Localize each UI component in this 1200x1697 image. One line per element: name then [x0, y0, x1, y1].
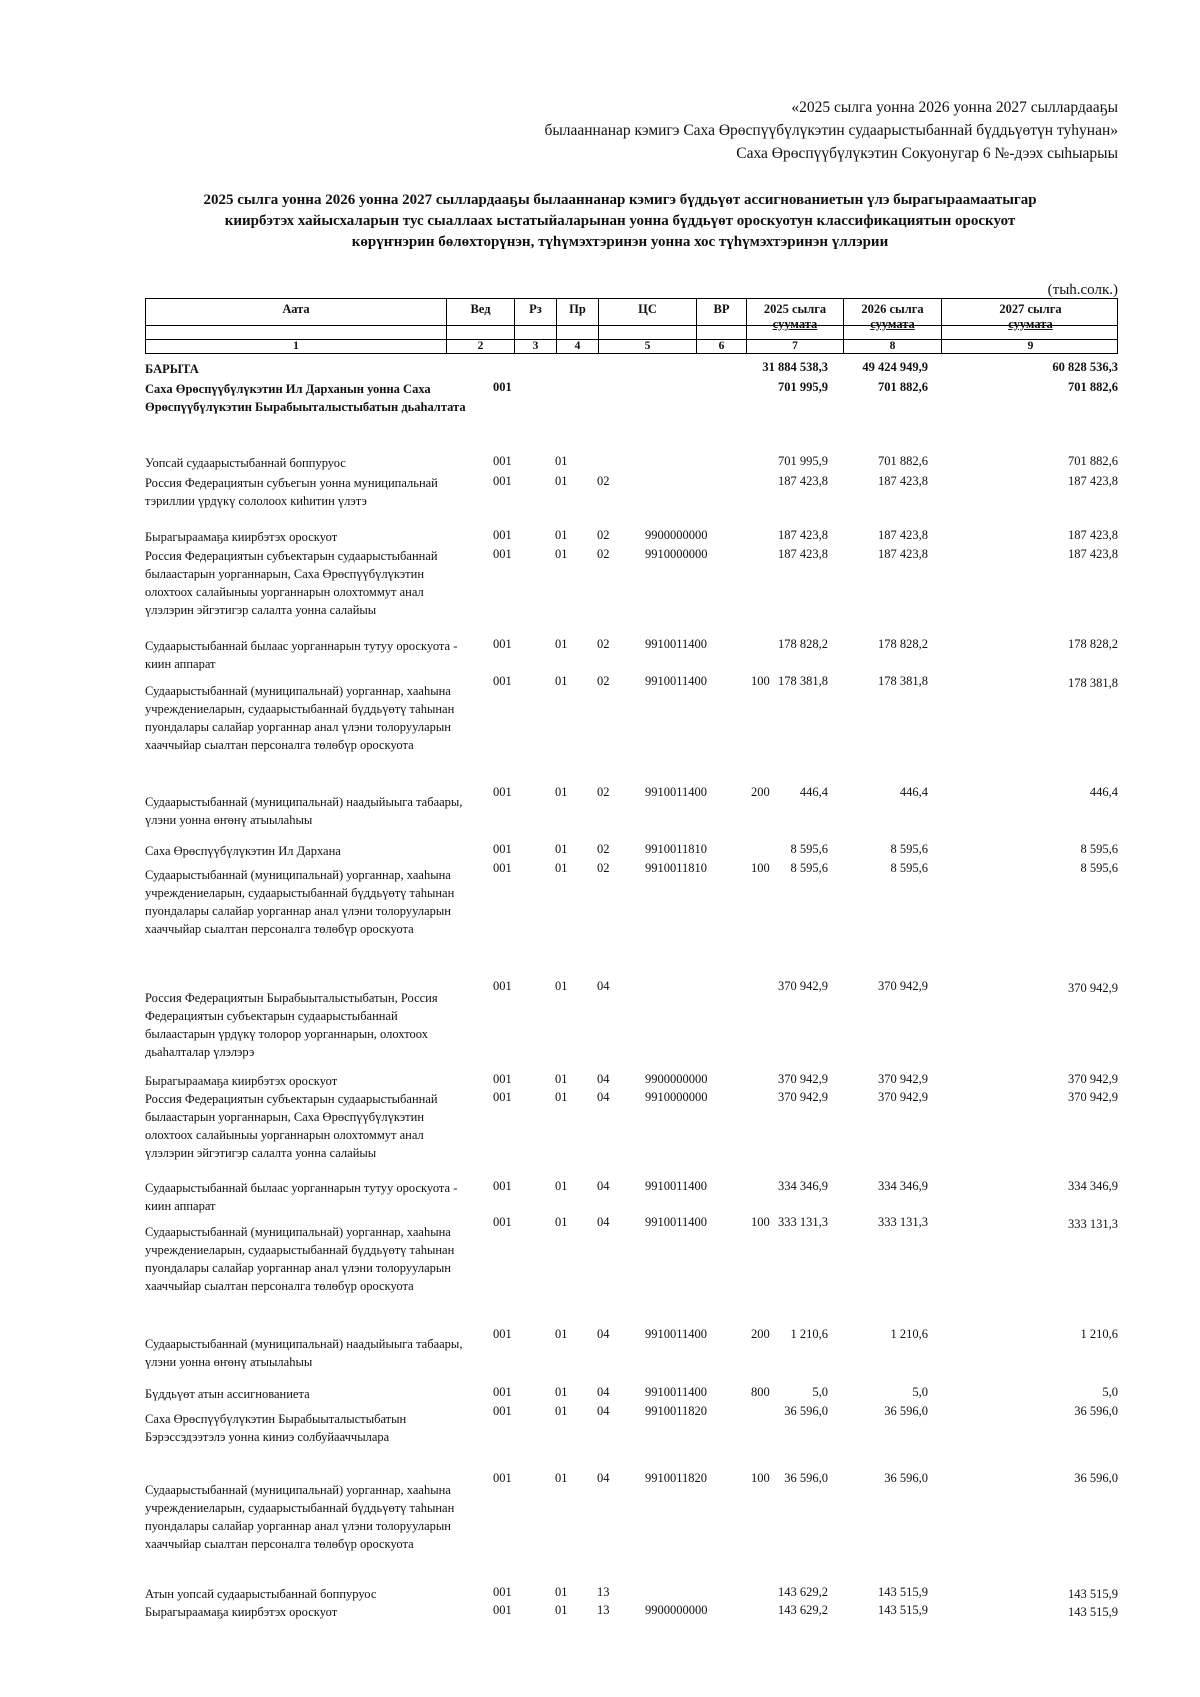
ved-code: 001 — [493, 1215, 512, 1229]
cs-code: 9910011820 — [645, 1471, 708, 1485]
rz-code: 01 — [555, 1179, 568, 1193]
ved-code: 001 — [493, 528, 512, 542]
amount-2027: 370 942,9 — [1068, 1090, 1118, 1104]
table-header — [145, 298, 1118, 339]
amount-2027: 178 381,8 — [1068, 676, 1118, 690]
cs-code: 9910011820 — [645, 1404, 708, 1418]
amount-2025: 36 596,0 — [784, 1471, 828, 1485]
amount-2025: 370 942,9 — [778, 1090, 828, 1104]
amount-2027: 8 595,6 — [1080, 842, 1118, 856]
ved-code: 001 — [493, 979, 512, 993]
amount-2026: 1 210,6 — [890, 1327, 928, 1341]
amount-2027: 60 828 536,3 — [1052, 360, 1118, 374]
amount-2027: 36 596,0 — [1074, 1404, 1118, 1418]
cs-code: 9900000000 — [645, 1603, 708, 1617]
cs-code: 9910011810 — [645, 861, 708, 875]
ved-code: 001 — [493, 1327, 512, 1341]
col-number: 9 — [1027, 340, 1034, 352]
appendix-line: «2025 сылга уонна 2026 уонна 2027 сыллардааҕы — [791, 99, 1118, 116]
col-header-name: Аата — [146, 299, 447, 339]
row-name: Россия Федерациятын субъегын уонна муниципальнай тэриллии үрдүкү сололоох киһитин үлэтэ — [145, 476, 438, 508]
document-title — [140, 190, 1100, 253]
cs-code: 9910011400 — [645, 1385, 708, 1399]
row-name: Судаарыстыбаннай (муниципальнай) уорганнар, хааһына учреждениеларын, судаарыстыбаннай бүддьүөтү таһынан пуондалары салайар уорганнар анал үлэни толорууларын хааччыйар сыалтан персоналга төлөбүр ороскуота — [145, 1225, 455, 1293]
rz-code: 01 — [555, 547, 568, 561]
amount-2025: 1 210,6 — [790, 1327, 828, 1341]
vr-code: 100 — [751, 1471, 770, 1485]
amount-2026: 36 596,0 — [884, 1471, 928, 1485]
vr-code: 200 — [751, 785, 770, 799]
row-name: Россия Федерациятын Бырабыыталыстыбатын, Россия Федерациятын субъектарын судаарыстыбаннай былаастарын үрдүкү толорор уорганнарын, олохтоох дьаһалталар үлэлэрэ — [145, 991, 438, 1059]
rz-code: 01 — [555, 528, 568, 542]
cs-code: 9910000000 — [645, 1090, 708, 1104]
pr-code: 02 — [597, 637, 610, 651]
amount-2025: 187 423,8 — [778, 528, 828, 542]
cs-code: 9910011400 — [645, 674, 708, 688]
cs-code: 9900000000 — [645, 528, 708, 542]
ved-code: 001 — [493, 1404, 512, 1418]
amount-2025: 143 629,2 — [778, 1585, 828, 1599]
amount-2025: 36 596,0 — [784, 1404, 828, 1418]
pr-code: 02 — [597, 547, 610, 561]
budget-table — [145, 298, 1118, 1619]
col-number: 3 — [515, 340, 557, 353]
pr-code: 02 — [597, 474, 610, 488]
cs-code: 9910011400 — [645, 1179, 708, 1193]
col-number: 8 — [844, 340, 942, 353]
vr-code: 100 — [751, 861, 770, 875]
amount-2025: 370 942,9 — [778, 979, 828, 993]
rz-code: 01 — [555, 842, 568, 856]
row-name: Судаарыстыбаннай (муниципальнай) уорганнар, хааһына учреждениеларын, судаарыстыбаннай бүддьүөтү таһынан пуондалары салайар уорганнар анал үлэни толорууларын хааччыйар сыалтан персоналга төлөбүр ороскуота — [145, 868, 455, 936]
amount-2025: 701 995,9 — [778, 380, 828, 394]
row-name: Россия Федерациятын субъектарын судаарыстыбаннай былаастарын уорганнарын, Саха Өрөспүүбүлүкэтин олохтоох салайыныы уорганнарын олохтоммут анал үлэлэрин эйгэтигэр салалта уонна салайыы — [145, 549, 438, 617]
amount-2027: 333 131,3 — [1068, 1217, 1118, 1231]
amount-2026: 701 882,6 — [878, 454, 928, 468]
col-header-pr: Пр — [557, 299, 599, 339]
amount-2025: 333 131,3 — [778, 1215, 828, 1229]
amount-2026: 334 346,9 — [878, 1179, 928, 1193]
amount-2026: 143 515,9 — [878, 1585, 928, 1599]
cs-code: 9910000000 — [645, 547, 708, 561]
amount-2027: 187 423,8 — [1068, 528, 1118, 542]
col-number: 4 — [557, 340, 599, 353]
amount-2027: 143 515,9 — [1068, 1605, 1118, 1619]
cs-code: 9910011400 — [645, 637, 708, 651]
amount-2026: 143 515,9 — [878, 1603, 928, 1617]
amount-2027: 370 942,9 — [1068, 1072, 1118, 1086]
col-header-ved: Вед — [447, 299, 515, 339]
amount-2025: 370 942,9 — [778, 1072, 828, 1086]
rz-code: 01 — [555, 1090, 568, 1104]
col-number: 6 — [697, 340, 747, 353]
ved-code: 001 — [493, 1385, 512, 1399]
pr-code: 02 — [597, 842, 610, 856]
pr-code: 04 — [597, 1471, 610, 1485]
ved-code: 001 — [493, 785, 512, 799]
title-line: көрүҥнэрин бөлөхторүнэн, түһүмэхтэринэн уонна хос түһүмэхтэринэн үллэрии — [351, 234, 889, 250]
amount-2026: 178 828,2 — [878, 637, 928, 651]
amount-2026: 370 942,9 — [878, 1072, 928, 1086]
title-line: киирбэтэх хайысхаларын тус сыаллаах ыстатыйаларынан уонна бүддьүөт ороскуотун классификациятын ороскуот — [224, 213, 1016, 229]
amount-2025: 334 346,9 — [778, 1179, 828, 1193]
rz-code: 01 — [555, 1215, 568, 1229]
vr-code: 100 — [751, 1215, 770, 1229]
title-line: 2025 сылга уонна 2026 уонна 2027 сыллардааҕы былааннанар кэмигэ бүддьүөт ассигнованиетын үлэ бырагыраамаатыгар — [203, 192, 1037, 208]
amount-2026: 178 381,8 — [878, 674, 928, 688]
pr-code: 04 — [597, 979, 610, 993]
ved-code: 001 — [493, 1090, 512, 1104]
cs-code: 9910011400 — [645, 785, 708, 799]
ved-code: 001 — [493, 1471, 512, 1485]
row-name: Судаарыстыбаннай былаас уорганнарын тутуу ороскуота - киин аппарат — [145, 1181, 458, 1213]
amount-2027: 178 828,2 — [1068, 637, 1118, 651]
amount-2027: 143 515,9 — [1068, 1587, 1118, 1601]
amount-2026: 187 423,8 — [878, 528, 928, 542]
rz-code: 01 — [555, 474, 568, 488]
col-header-rz: Рз — [515, 299, 557, 339]
amount-2027: 370 942,9 — [1068, 981, 1118, 995]
pr-code: 04 — [597, 1404, 610, 1418]
cs-code: 9910011400 — [645, 1327, 708, 1341]
pr-code: 04 — [597, 1215, 610, 1229]
ved-code: 001 — [493, 1603, 512, 1617]
amount-2026: 333 131,3 — [878, 1215, 928, 1229]
amount-2026: 370 942,9 — [878, 1090, 928, 1104]
col-number: 5 — [599, 340, 697, 353]
col-header-cs: ЦС — [599, 299, 697, 339]
col-header-vr: ВР — [697, 299, 747, 339]
amount-2026: 370 942,9 — [878, 979, 928, 993]
amount-2027: 187 423,8 — [1068, 547, 1118, 561]
rz-code: 01 — [555, 637, 568, 651]
row-name: Россия Федерациятын субъектарын судаарыстыбаннай былаастарын уорганнарын, Саха Өрөспүүбүлүкэтин олохтоох салайыныы уорганнарын олохтоммут анал үлэлэрин эйгэтигэр салалта уонна салайыы — [145, 1092, 438, 1160]
row-name: Саха Өрөспүүбүлүкэтин Бырабыыталыстыбатын Бэрэссэдээтэлэ уонна киниэ солбуйааччылара — [145, 1412, 407, 1444]
rz-code: 01 — [555, 1585, 568, 1599]
amount-2025: 31 884 538,3 — [762, 360, 828, 374]
amount-2026: 8 595,6 — [890, 842, 928, 856]
row-name: Бүддьүөт атын ассигнованиета — [145, 1387, 310, 1401]
amount-2026: 5,0 — [912, 1385, 928, 1399]
row-name: Атын уопсай судаарыстыбаннай боппуруос — [145, 1587, 377, 1601]
amount-2026: 701 882,6 — [878, 380, 928, 394]
pr-code: 13 — [597, 1585, 610, 1599]
vr-code: 100 — [751, 674, 770, 688]
ved-code: 001 — [493, 1179, 512, 1193]
ved-code: 001 — [493, 1072, 512, 1086]
col-number: 1 — [146, 340, 447, 353]
amount-2025: 187 423,8 — [778, 474, 828, 488]
amount-2025: 178 381,8 — [778, 674, 828, 688]
pr-code: 04 — [597, 1072, 610, 1086]
amount-2025: 187 423,8 — [778, 547, 828, 561]
amount-2025: 5,0 — [812, 1385, 828, 1399]
amount-2027: 701 882,6 — [1068, 380, 1118, 394]
row-name: Саха Өрөспүүбүлүкэтин Ил Дархана — [145, 844, 341, 858]
rz-code: 01 — [555, 861, 568, 875]
pr-code: 04 — [597, 1179, 610, 1193]
amount-2025: 8 595,6 — [790, 842, 828, 856]
col-header-2026: 2026 сылга суумата — [844, 299, 942, 339]
rz-code: 01 — [555, 454, 568, 468]
amount-2027: 5,0 — [1102, 1385, 1118, 1399]
amount-2025: 143 629,2 — [778, 1603, 828, 1617]
rz-code: 01 — [555, 1471, 568, 1485]
row-name: Судаарыстыбаннай (муниципальнай) уорганнар, хааһына учреждениеларын, судаарыстыбаннай бүддьүөтү таһынан пуондалары салайар уорганнар анал үлэни толорууларын хааччыйар сыалтан персоналга төлөбүр ороскуота — [145, 684, 455, 752]
col-number: 7 — [747, 340, 844, 353]
pr-code: 04 — [597, 1090, 610, 1104]
appendix-line: Саха Өрөспүүбүлүкэтин Сокуонугар 6 №-дээх сыһыарыы — [736, 145, 1118, 162]
rz-code: 01 — [555, 1327, 568, 1341]
amount-2026: 8 595,6 — [890, 861, 928, 875]
amount-2025: 8 595,6 — [790, 861, 828, 875]
amount-2027: 701 882,6 — [1068, 454, 1118, 468]
row-name: Бырагыраамаҕа киирбэтэх ороскуот — [145, 1074, 338, 1088]
amount-2025: 446,4 — [799, 785, 828, 799]
pr-code: 04 — [597, 1385, 610, 1399]
pr-code: 02 — [597, 528, 610, 542]
cs-code: 9910011810 — [645, 842, 708, 856]
amount-2026: 187 423,8 — [878, 547, 928, 561]
row-name: Саха Өрөспүүбүлүкэтин Ил Дарханын уонна Саха Өрөспүүбүлүкэтин Бырабыыталыстыбатын дьаһалтата — [145, 382, 466, 414]
ved-code: 001 — [493, 861, 512, 875]
units-label: (тыһ.солк.) — [1047, 282, 1118, 298]
column-numbers-row — [145, 339, 1118, 354]
ved-code: 001 — [493, 1585, 512, 1599]
rz-code: 01 — [555, 1385, 568, 1399]
appendix-note — [544, 96, 1118, 165]
row-name: Судаарыстыбаннай (муниципальнай) наадыйыыга табаары, үлэни уонна өҥөнү атыылаһыы — [145, 795, 463, 827]
row-name: Бырагыраамаҕа киирбэтэх ороскуот — [145, 530, 338, 544]
pr-code: 13 — [597, 1603, 610, 1617]
ved-code: 001 — [493, 380, 512, 394]
rz-code: 01 — [555, 1072, 568, 1086]
row-name: Судаарыстыбаннай (муниципальнай) уорганнар, хааһына учреждениеларын, судаарыстыбаннай бүддьүөтү таһынан пуондалары салайар уорганнар анал үлэни толорууларын хааччыйар сыалтан персоналга төлөбүр ороскуота — [145, 1483, 455, 1551]
rz-code: 01 — [555, 1603, 568, 1617]
amount-2027: 187 423,8 — [1068, 474, 1118, 488]
ved-code: 001 — [493, 454, 512, 468]
amount-2025: 178 828,2 — [778, 637, 828, 651]
amount-2027: 446,4 — [1089, 785, 1118, 799]
row-name: БАРЫТА — [145, 362, 199, 376]
ved-code: 001 — [493, 637, 512, 651]
ved-code: 001 — [493, 674, 512, 688]
ved-code: 001 — [493, 474, 512, 488]
amount-2027: 36 596,0 — [1074, 1471, 1118, 1485]
ved-code: 001 — [493, 842, 512, 856]
pr-code: 02 — [597, 674, 610, 688]
col-number: 2 — [447, 340, 515, 353]
row-name: Судаарыстыбаннай былаас уорганнарын тутуу ороскуота - киин аппарат — [145, 639, 458, 671]
amount-2026: 187 423,8 — [878, 474, 928, 488]
rz-code: 01 — [555, 674, 568, 688]
amount-2027: 334 346,9 — [1068, 1179, 1118, 1193]
appendix-line: былааннанар кэмигэ Саха Өрөспүүбүлүкэтин судаарыстыбаннай бүддьүөтүн туһунан» — [544, 122, 1118, 139]
amount-2027: 1 210,6 — [1080, 1327, 1118, 1341]
amount-2026: 446,4 — [899, 785, 928, 799]
row-name: Уопсай судаарыстыбаннай боппуруос — [145, 456, 346, 470]
amount-2025: 701 995,9 — [778, 454, 828, 468]
vr-code: 200 — [751, 1327, 770, 1341]
rz-code: 01 — [555, 979, 568, 993]
pr-code: 02 — [597, 785, 610, 799]
ved-code: 001 — [493, 547, 512, 561]
row-name: Судаарыстыбаннай (муниципальнай) наадыйыыга табаары, үлэни уонна өҥөнү атыылаһыы — [145, 1337, 463, 1369]
rz-code: 01 — [555, 785, 568, 799]
cs-code: 9900000000 — [645, 1072, 708, 1086]
row-name: Бырагыраамаҕа киирбэтэх ороскуот — [145, 1605, 338, 1619]
col-header-2025: 2025 сылга суумата — [747, 299, 844, 339]
cs-code: 9910011400 — [645, 1215, 708, 1229]
amount-2027: 8 595,6 — [1080, 861, 1118, 875]
amount-2026: 49 424 949,9 — [862, 360, 928, 374]
rz-code: 01 — [555, 1404, 568, 1418]
pr-code: 04 — [597, 1327, 610, 1341]
pr-code: 02 — [597, 861, 610, 875]
vr-code: 800 — [751, 1385, 770, 1399]
col-header-2027: 2027 сылга суумата — [999, 302, 1062, 331]
amount-2026: 36 596,0 — [884, 1404, 928, 1418]
